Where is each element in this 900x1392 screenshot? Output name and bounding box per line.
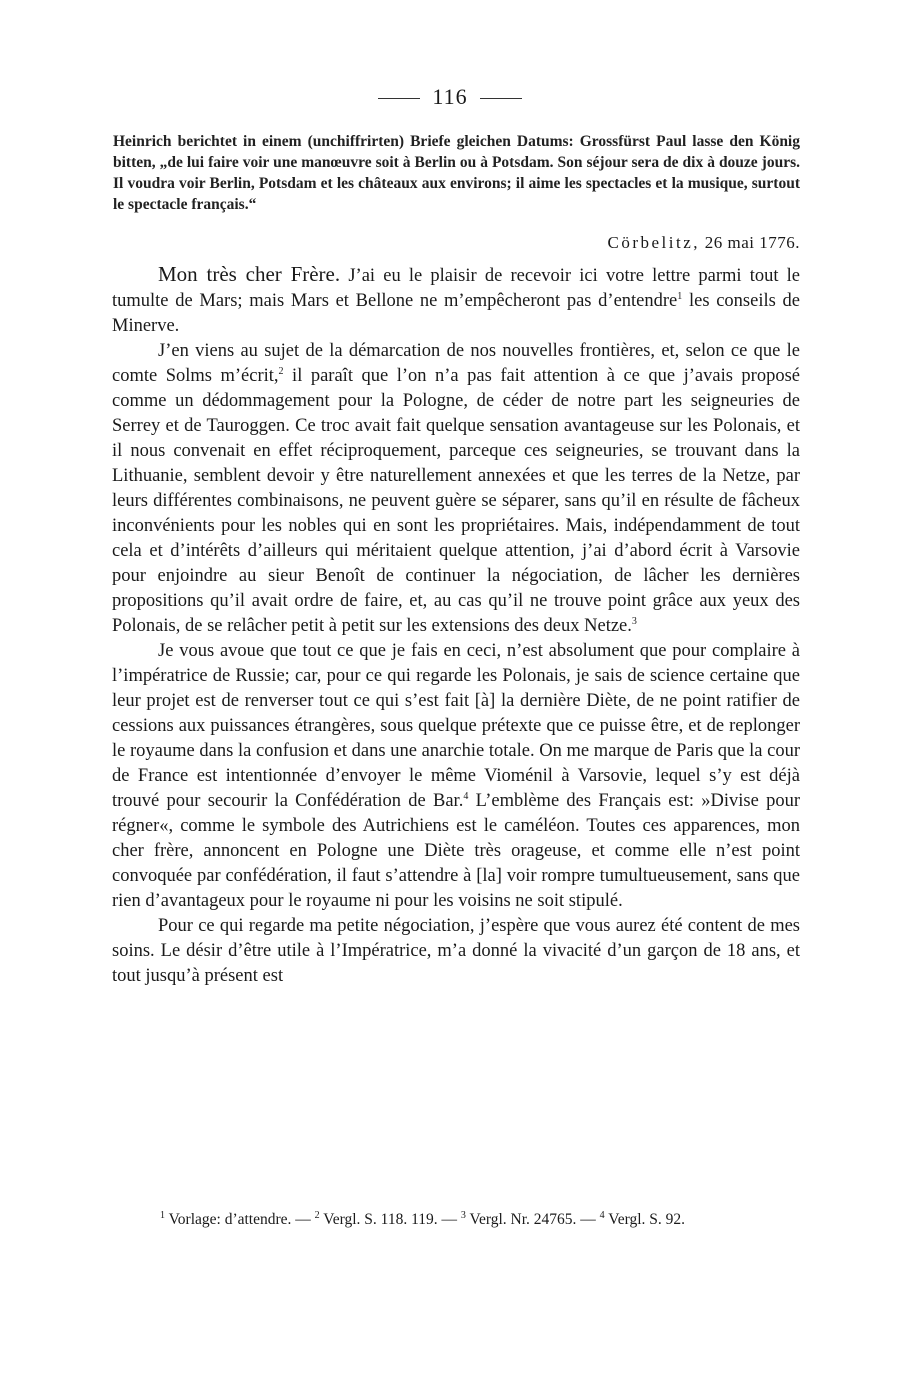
letter-salutation: Mon très cher Frère.	[158, 262, 341, 286]
page-number-text: 116	[432, 84, 468, 109]
footnote-ref-2: 2	[278, 365, 284, 377]
dateline-date: 26 mai 1776.	[704, 233, 800, 252]
footnotes	[112, 1209, 800, 1230]
letter-paragraph-4: Pour ce qui regarde ma petite négociation, j’espère que vous aurez été content de mes soins. Le désir d’être utile à l’Impératrice, m’a donné la vivacité d’un garçon de 18 ans, et tout jusqu’à présent est	[112, 916, 800, 986]
footnote-text: Vorlage: d’attendre. —	[165, 1211, 311, 1228]
page-number	[0, 84, 900, 110]
footnote-4	[600, 1211, 685, 1228]
footnote-ref-4: 4	[463, 790, 469, 802]
footnote-3	[461, 1211, 596, 1228]
editorial-note: Heinrich berichtet in einem (unchiffrirten) Briefe gleichen Datums: Grossfürst Paul lasse den König bitten, „de lui faire voir une manœuvre soit à Berlin ou à Potsdam. Son séjour sera de dix à douze jours. Il voudra voir Berlin, Potsdam et les châteaux aux environs; il aime les spectacles et la musique, surtout le spectacle français.“	[113, 133, 800, 213]
dateline	[607, 233, 800, 253]
dateline-place: Cörbelitz,	[607, 233, 700, 252]
header-rule-right	[480, 98, 522, 99]
footnote-text: Vergl. S. 92.	[604, 1211, 686, 1228]
footnote-mark: 3	[460, 1209, 466, 1221]
paragraph-2-text-a: J’en viens au sujet de la démarcation de nos nouvelles frontières, et, selon ce que le comte Solms m’écrit,	[112, 341, 800, 386]
footnote-1	[160, 1211, 311, 1228]
footnote-mark: 4	[599, 1209, 605, 1221]
paragraph-2-text-b: il paraît que l’on n’a pas fait attention à ce que j’avais proposé comme un dédommagement pour la Pologne, de céder de notre part les seigneuries de Serrey et de Tauroggen. Ce troc avait fait quelque sensation avantageuse sur les Polonais, et il nous convenait en effet réciproquement, parceque ces seigneuries, se trouvant dans la Lithuanie, semblent devoir y être naturellement annexées et que les terres de la Netze, par leurs différentes combinaisons, ne peuvent guère se séparer, sans qu’il en résulte de fâcheux inconvénients pour les nobles qui en sont les propriétaires. Mais, indépendamment de tout cela et d’intérêts d’ailleurs qui méritaient quelque attention, j’ai d’abord écrit à Varsovie pour enjoindre au sieur Benoît de continuer la négociation, de lâcher les dernières propositions qu’il avait ordre de faire, et, au cas qu’il ne trouve point grâce aux yeux des Polonais, de se relâcher petit à petit sur les extensions des deux Netze.	[112, 366, 800, 636]
footnote-text: Vergl. Nr. 24765. —	[465, 1211, 596, 1228]
paragraph-3-text-a: Je vous avoue que tout ce que je fais en ceci, n’est absolument que pour complaire à l’impératrice de Russie; car, pour ce qui regarde les Polonais, je sais de science certaine que leur projet est de renverser tout ce qui s’est fait [à] la dernière Diète, de ne point ratifier de cessions aux puissances étrangères, sous quelque prétexte que ce puisse être, et de replonger le royaume dans la confusion et dans une anarchie totale. On me marque de Paris que la cour de France est intentionnée d’envoyer le même Vioménil à Varsovie, lequel s’y est déjà trouvé pour secourir la Confédération de Bar.	[112, 641, 800, 811]
footnote-ref-1: 1	[677, 290, 683, 302]
letter-body	[112, 262, 800, 989]
footnote-mark: 2	[314, 1209, 320, 1221]
header-rule-left	[378, 98, 420, 99]
paragraph-1-text-a: J’ai eu le plaisir de recevoir ici votre lettre parmi tout le tumulte de Mars; mais Mars et Bellone ne m’empêcheront pas d’entendre	[112, 266, 801, 311]
paragraph-3-text-b: L’emblème des Français est: »Divise pour régner«, comme le symbole des Autrichiens est le caméléon. Toutes ces apparences, mon cher frère, annoncent en Pologne une Diète très orageuse, et comme elle n’est point convoquée par confédération, il faut s’attendre à [la] voir rompre tumultueusement, sans que rien d’avantageux pour le royaume ni pour les voisins ne soit stipulé.	[112, 791, 800, 911]
footnote-ref-3: 3	[631, 615, 637, 627]
letter-paragraph-3	[112, 639, 800, 914]
letter-paragraph-1	[112, 262, 800, 339]
footnote-mark: 1	[160, 1209, 165, 1221]
letter-paragraph-2	[112, 339, 800, 639]
footnote-text: Vergl. S. 118. 119. —	[319, 1211, 458, 1228]
paragraph-1-text-b: les conseils de Minerve.	[112, 291, 800, 336]
footnote-2	[315, 1211, 457, 1228]
